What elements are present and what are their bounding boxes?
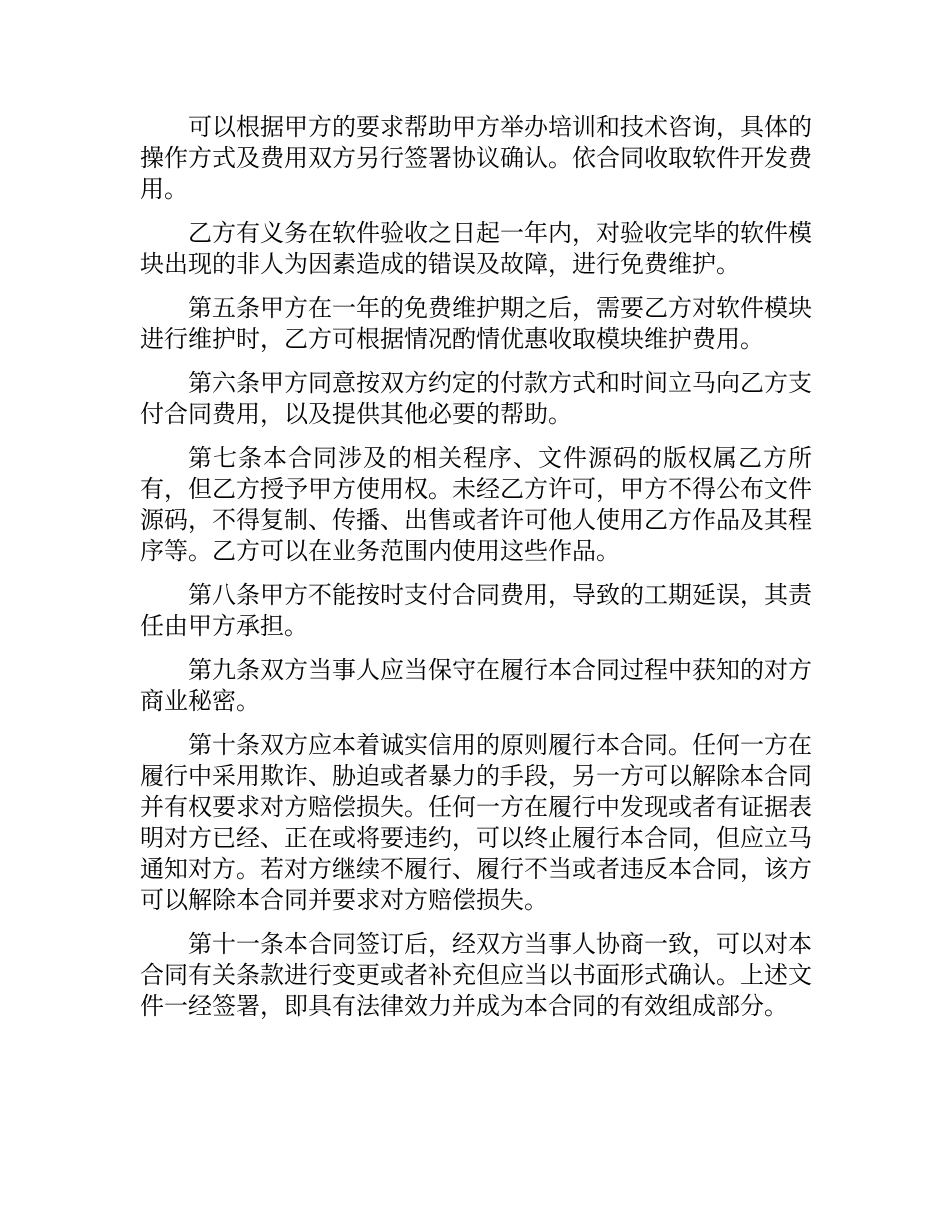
paragraph-training-consulting: 可以根据甲方的要求帮助甲方举办培训和技术咨询，具体的操作方式及费用双方另行签署协议确认。依合同收取软件开发费用。: [140, 113, 812, 203]
paragraph-article-6: 第六条甲方同意按双方约定的付款方式和时间立马向乙方支付合同费用，以及提供其他必要的帮助。: [140, 369, 812, 428]
paragraph-free-maintenance: 乙方有义务在软件验收之日起一年内，对验收完毕的软件模块出现的非人为因素造成的错误及故障，进行免费维护。: [140, 219, 812, 278]
paragraph-article-5: 第五条甲方在一年的免费维护期之后，需要乙方对软件模块进行维护时，乙方可根据情况酌情优惠收取模块维护费用。: [140, 294, 812, 353]
paragraph-article-9: 第九条双方当事人应当保守在履行本合同过程中获知的对方商业秘密。: [140, 656, 812, 715]
paragraph-article-8: 第八条甲方不能按时支付合同费用，导致的工期延误，其责任由甲方承担。: [140, 581, 812, 640]
paragraph-article-7: 第七条本合同涉及的相关程序、文件源码的版权属乙方所有，但乙方授予甲方使用权。未经乙方许可，甲方不得公布文件源码，不得复制、传播、出售或者许可他人使用乙方作品及其程序等。乙方可以在业务范围内使用这些作品。: [140, 444, 812, 565]
paragraph-article-11: 第十一条本合同签订后，经双方当事人协商一致，可以对本合同有关条款进行变更或者补充但应当以书面形式确认。上述文件一经签署，即具有法律效力并成为本合同的有效组成部分。: [140, 930, 812, 1020]
paragraph-article-10: 第十条双方应本着诚实信用的原则履行本合同。任何一方在履行中采用欺诈、胁迫或者暴力的手段，另一方可以解除本合同并有权要求对方赔偿损失。任何一方在履行中发现或者有证据表明对方已经、正在或将要违约，可以终止履行本合同，但应立马通知对方。若对方继续不履行、履行不当或者违反本合同，该方可以解除本合同并要求对方赔偿损失。: [140, 731, 812, 914]
document-body: [140, 112, 812, 1035]
